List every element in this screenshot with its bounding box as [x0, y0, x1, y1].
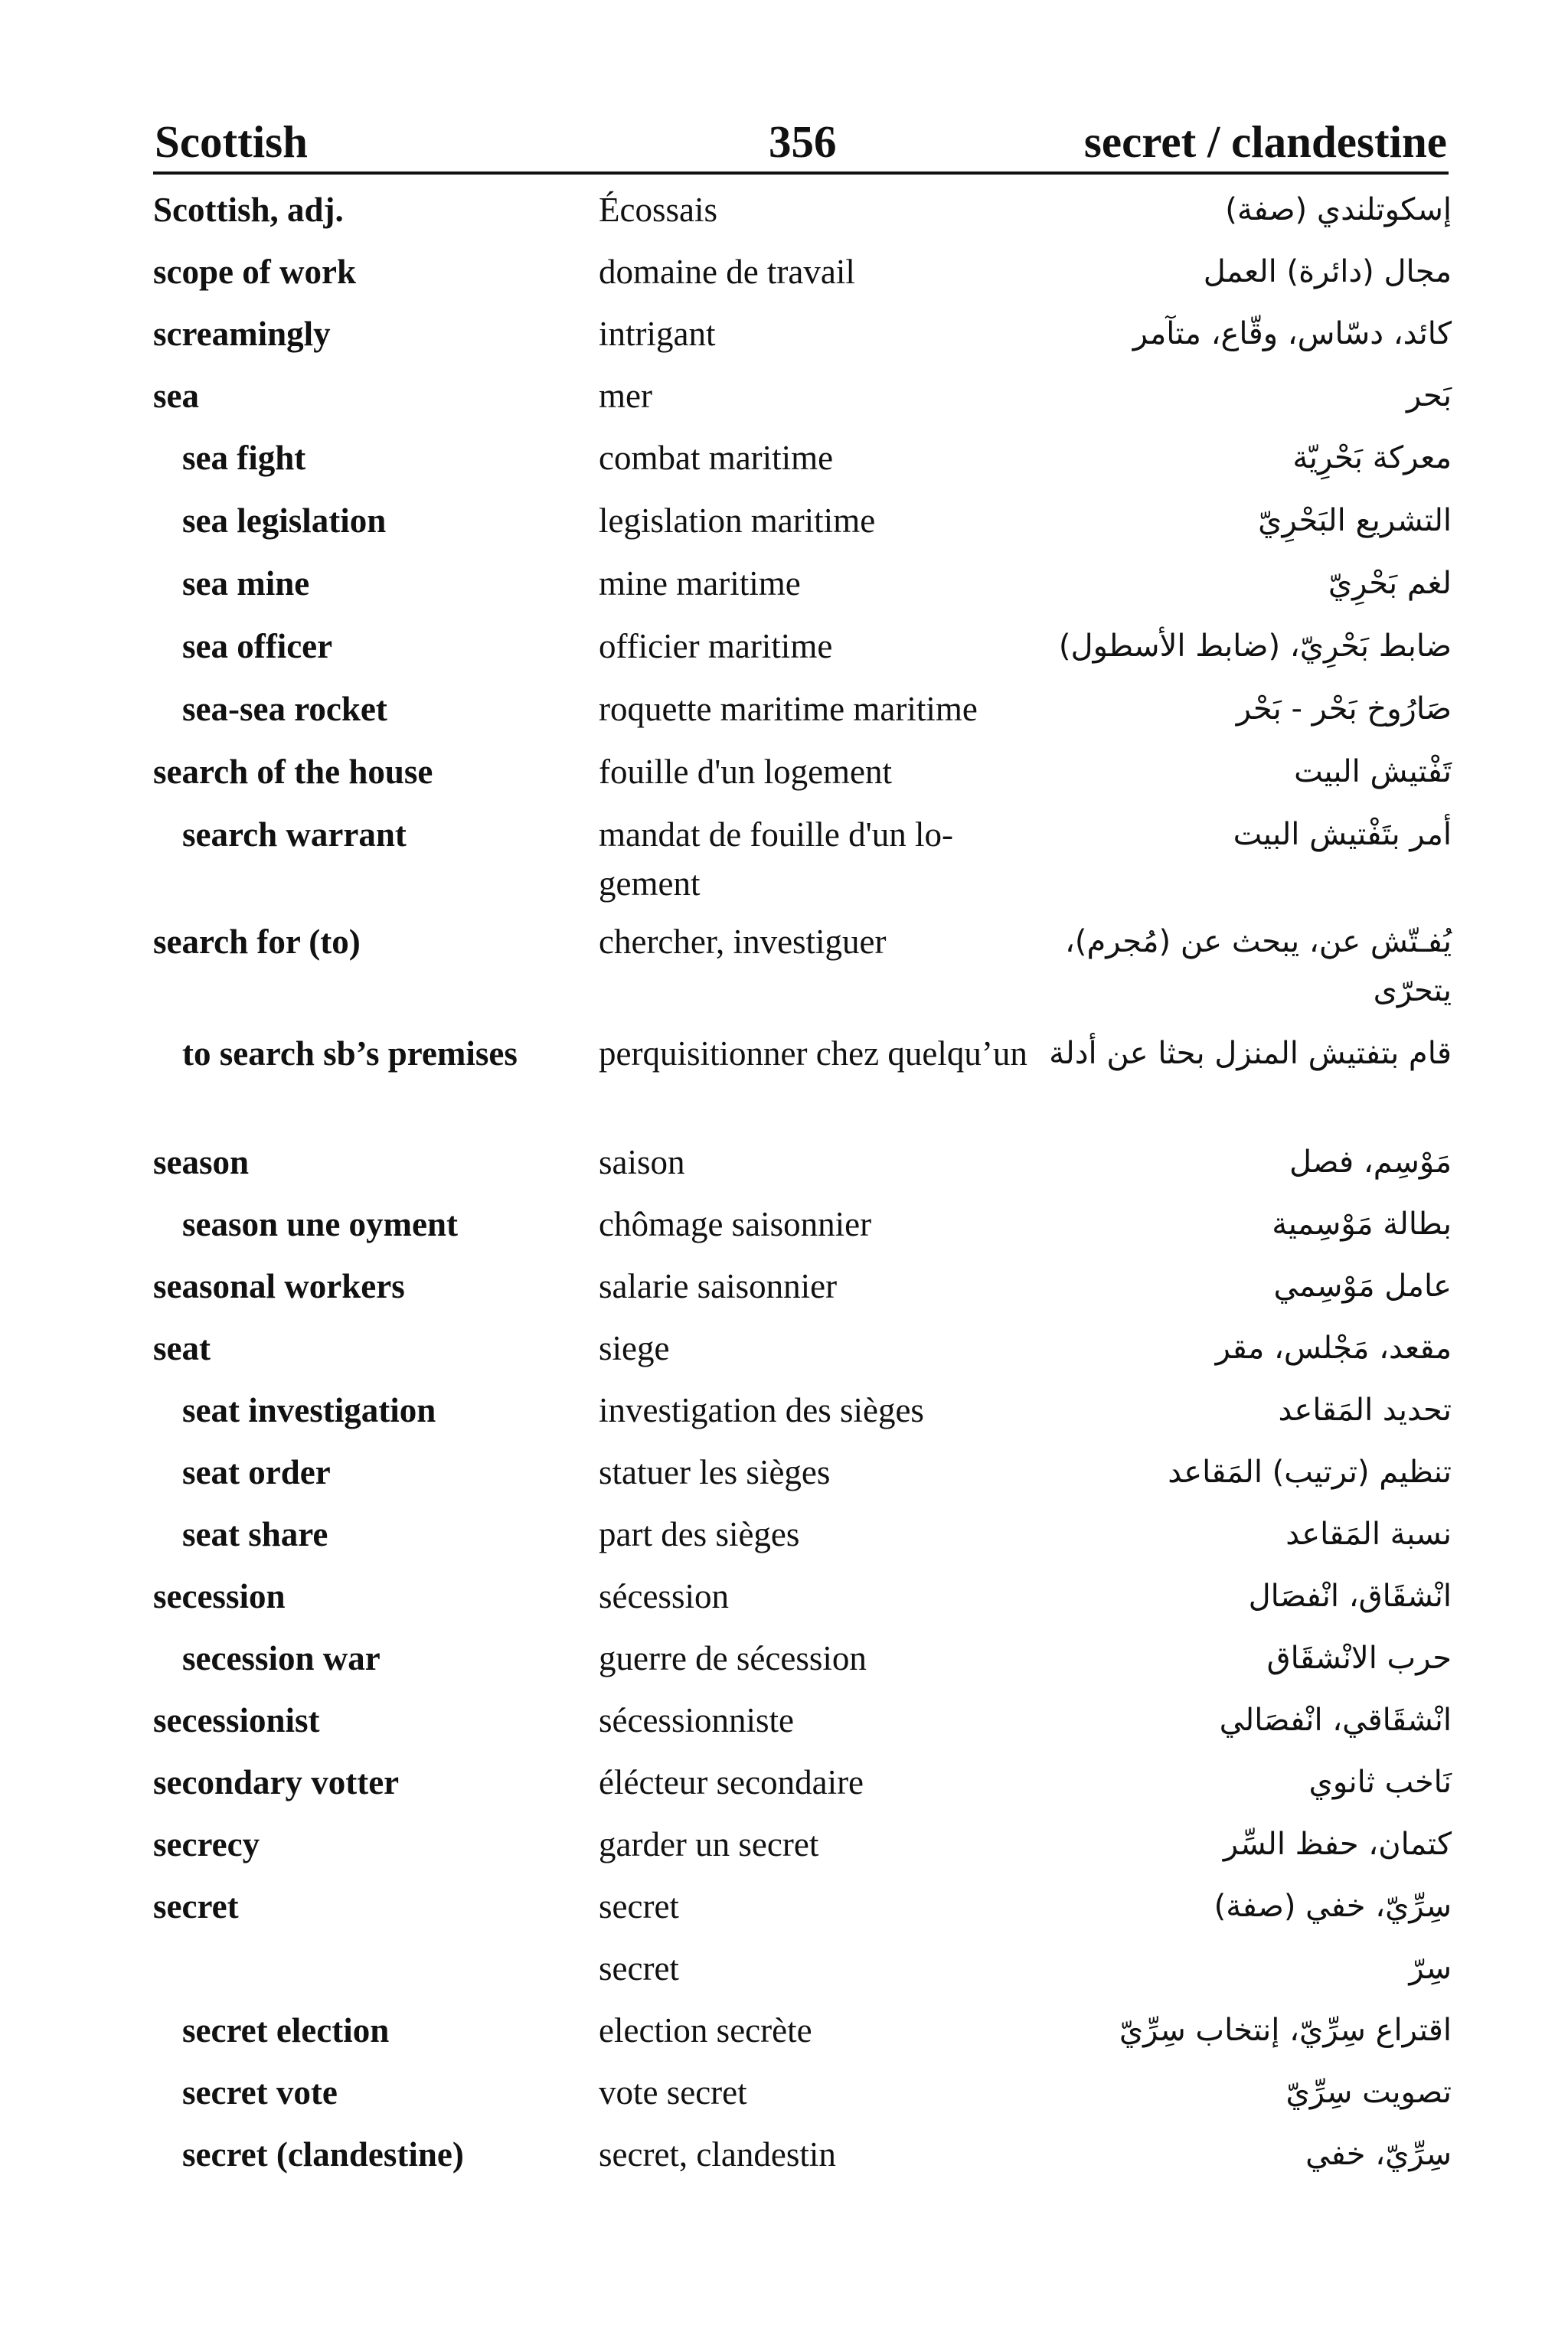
entry-english: secret vote: [182, 2073, 338, 2112]
entry-english: sea legislation: [182, 501, 387, 540]
entry-arabic: اقتراع سِرِّيّ، إنتخاب سِرِّيّ: [1119, 2013, 1452, 2048]
entry-english: Scottish, adj.: [153, 191, 344, 229]
entry-french: saison: [599, 1143, 685, 1181]
entry-arabic: ضابط بَحْرِيّ، (ضابط الأسطول): [1058, 629, 1452, 664]
header-first-word: Scottish: [155, 116, 308, 167]
entry-arabic: سِرِّيّ، خفي: [1305, 2137, 1452, 2172]
entry-english: season: [153, 1143, 250, 1181]
entry-french: election secrète: [599, 2011, 812, 2049]
entry-arabic: تصويت سِرِّيّ: [1285, 2075, 1452, 2110]
entry-french: roquette maritime maritime: [599, 690, 978, 728]
entry-arabic: نسبة المَقاعد: [1285, 1517, 1452, 1552]
entry-arabic: نَاخب ثانوي: [1308, 1765, 1452, 1800]
entry-french: mine maritime: [599, 564, 801, 603]
entry-arabic: أمر بتَفْتيش البيت: [1233, 817, 1452, 852]
entry-french: statuer les sièges: [599, 1453, 831, 1491]
entry-arabic: مقعد، مَجْلس، مقر: [1215, 1331, 1452, 1366]
entry-english: secession war: [182, 1639, 381, 1677]
entry-english: secession: [153, 1577, 286, 1615]
entry-french: vote secret: [599, 2073, 747, 2112]
entry-french: chômage saisonnier: [599, 1205, 872, 1243]
entry-english: scope of work: [153, 253, 356, 291]
entry-french: Écossais: [599, 191, 717, 229]
entry-english: sea: [153, 377, 199, 415]
entry-french: legislation maritime: [599, 501, 876, 540]
entry-english: screamingly: [153, 315, 331, 353]
entry-english: search for (to): [153, 923, 361, 961]
entry-english: season une oyment: [182, 1205, 459, 1243]
entry-french: intrigant: [599, 315, 716, 353]
entry-arabic: حرب الانْشقَاق: [1266, 1641, 1452, 1676]
entry-arabic: بَحر: [1406, 378, 1452, 413]
entry-french: secret: [599, 1887, 679, 1925]
entry-arabic: مَوْسِم، فصل: [1289, 1145, 1452, 1180]
entry-arabic: عامل مَوْسِمي: [1273, 1269, 1452, 1304]
entry-english: sea-sea rocket: [182, 690, 387, 728]
entry-french: sécession: [599, 1577, 729, 1615]
entry-english: seat share: [182, 1515, 328, 1553]
entry-french: secret, clandestin: [599, 2135, 836, 2174]
header-last-word: secret / clandestine: [1083, 116, 1447, 167]
entry-french: chercher, investiguer: [599, 923, 887, 961]
entry-english: seat: [153, 1329, 211, 1367]
entry-arabic: تحديد المَقاعد: [1278, 1393, 1452, 1428]
entry-arabic: كتمان، حفظ السِّر: [1223, 1827, 1452, 1862]
entry-arabic: إسكوتلندي (صفة): [1225, 192, 1452, 227]
entry-french: domaine de travail: [599, 253, 855, 291]
entry-french: élécteur secondaire: [599, 1763, 864, 1801]
entry-french: siege: [599, 1329, 670, 1367]
entry-english: secrecy: [153, 1825, 260, 1863]
entry-english: secret: [153, 1887, 239, 1925]
entry-french: mandat de fouille d'un lo- gement: [599, 815, 953, 903]
entry-arabic: التشريع البَحْرِيّ: [1258, 503, 1452, 538]
page-number: 356: [769, 116, 837, 167]
entry-french: salarie saisonnier: [599, 1267, 838, 1305]
entry-french: guerre de sécession: [599, 1639, 867, 1677]
entry-arabic: انْشقَاقي، انْفصَالي: [1219, 1703, 1452, 1738]
entry-french: perquisitionner chez quelqu’un: [599, 1034, 1027, 1073]
entry-french: officier maritime: [599, 627, 833, 665]
entry-french: investigation des sièges: [599, 1391, 924, 1429]
entry-arabic: معركة بَحْرِيّة: [1292, 440, 1452, 475]
entry-english: seasonal workers: [153, 1267, 405, 1305]
entry-french: sécessionniste: [599, 1701, 794, 1739]
entry-french: garder un secret: [599, 1825, 819, 1863]
entry-arabic: لغم بَحْرِيّ: [1328, 566, 1452, 601]
entry-french: mer: [599, 377, 652, 415]
entry-arabic: يُفـتّش عن، يبحث عن (مُجرم)، يتحرّى: [1064, 924, 1452, 1008]
entry-english: to search sb’s premises: [182, 1034, 518, 1073]
entry-arabic: كائد، دسّاس، وقّاع، متآمر: [1132, 316, 1452, 351]
entry-english: secessionist: [153, 1701, 320, 1739]
entry-english: sea fight: [182, 439, 306, 477]
entry-arabic: تَفْتيش البيت: [1294, 754, 1452, 789]
entry-french: part des sièges: [599, 1515, 800, 1553]
entry-arabic: تنظيم (ترتيب) المَقاعد: [1168, 1455, 1452, 1490]
entry-english: sea mine: [182, 564, 310, 603]
entry-arabic: سِرِّيّ، خفي (صفة): [1214, 1889, 1452, 1924]
entry-english: secondary votter: [153, 1763, 400, 1801]
entry-arabic: انْشقَاق، انْفصَال: [1248, 1579, 1452, 1614]
entry-french: secret: [599, 1949, 679, 1987]
entry-arabic: قام بتفتيش المنزل بحثا عن أدلة: [1049, 1036, 1452, 1071]
entry-arabic: بطالة مَوْسِمية: [1272, 1207, 1452, 1242]
entry-english: seat investigation: [182, 1391, 436, 1429]
entry-english: seat order: [182, 1453, 331, 1491]
entry-arabic: مجال (دائرة) العمل: [1203, 254, 1452, 289]
entry-arabic: سِرّ: [1409, 1951, 1452, 1986]
entry-arabic: صَارُوخ بَحْر - بَحْر: [1236, 691, 1452, 727]
entry-english: secret (clandestine): [182, 2135, 464, 2174]
entry-english: search warrant: [182, 815, 407, 854]
entry-english: sea officer: [182, 627, 333, 665]
entry-french: fouille d'un logement: [599, 753, 893, 791]
entry-french: combat maritime: [599, 439, 834, 477]
entry-english: secret election: [182, 2011, 390, 2049]
entry-english: search of the house: [153, 753, 433, 791]
